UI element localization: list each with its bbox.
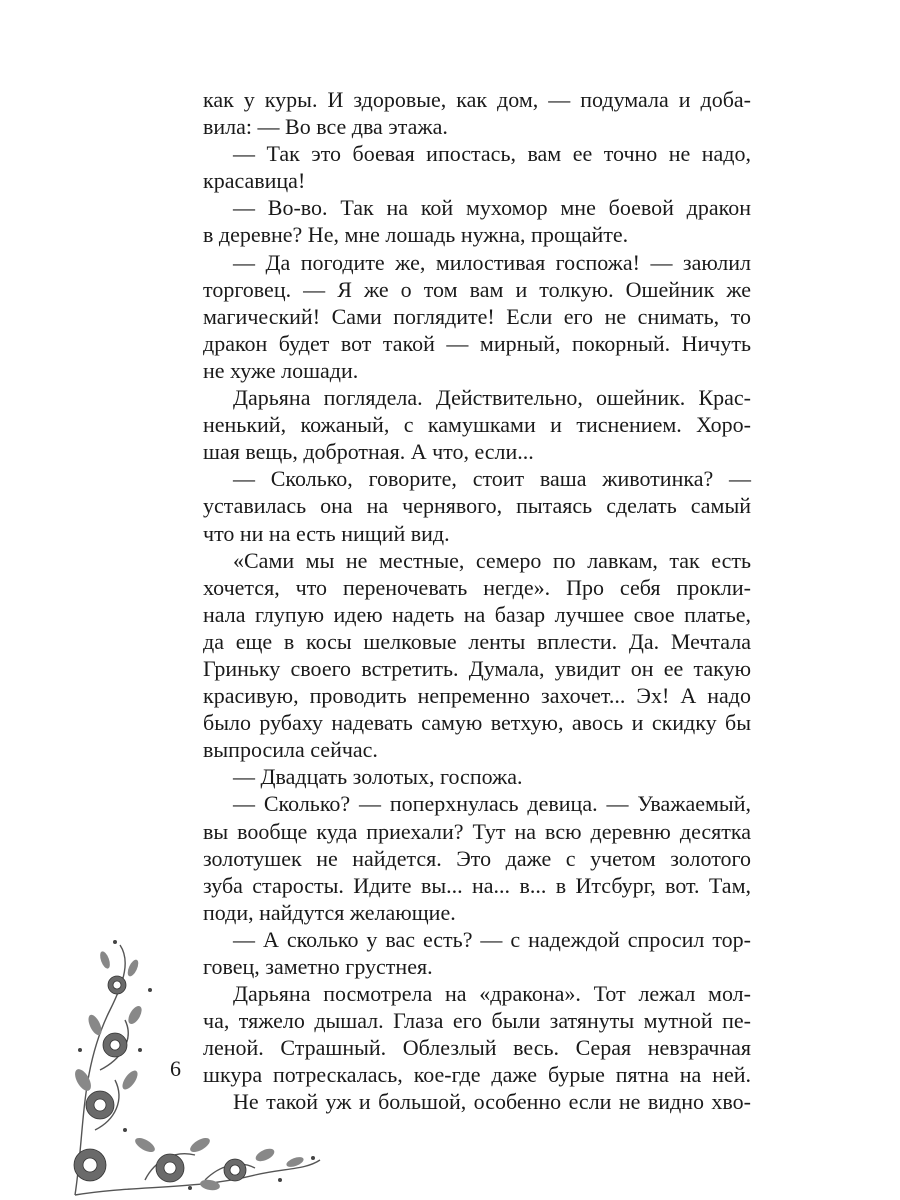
body-text bbox=[203, 86, 751, 1116]
text-line: шая вещь, добротная. А что, если... bbox=[203, 439, 534, 465]
text-line: да еще в косы шелковые ленты вплести. Да. Мечтала bbox=[203, 628, 751, 654]
text-line: — Двадцать золотых, госпожа. bbox=[233, 764, 523, 790]
text-line: шкура потрескалась, кое-где даже бурые пятна на ней. bbox=[203, 1062, 751, 1088]
text-line: — Сколько? — поперхнулась девица. — Уважаемый, bbox=[233, 791, 751, 817]
text-line: красивую, проводить непременно захочет... Эх! А надо bbox=[203, 683, 751, 709]
text-line: магический! Сами поглядите! Если его не снимать, то bbox=[203, 303, 751, 329]
text-line: дракон будет вот такой — мирный, покорный. Ничуть bbox=[203, 330, 751, 356]
text-line: — Так это боевая ипостась, вам ее точно не надо, bbox=[233, 141, 751, 167]
text-line: Не такой уж и большой, особенно если не видно хво- bbox=[233, 1089, 751, 1115]
text-line: леной. Страшный. Облезлый весь. Серая невзрачная bbox=[203, 1035, 751, 1061]
text-line: вила: — Во все два этажа. bbox=[203, 114, 448, 140]
page-number: 6 bbox=[170, 1056, 181, 1081]
text-line: что ни на есть нищий вид. bbox=[203, 520, 450, 546]
text-line: нала глупую идею надеть на базар лучшее свое платье, bbox=[203, 601, 751, 627]
text-line: ненький, кожаный, с камушками и тиснением. Хоро- bbox=[203, 412, 751, 438]
text-line: Дарьяна поглядела. Действительно, ошейник. Крас- bbox=[233, 385, 751, 411]
text-line: в деревне? Не, мне лошадь нужна, прощайте. bbox=[203, 222, 629, 248]
text-line: не хуже лошади. bbox=[203, 357, 359, 383]
text-line: поди, найдутся желающие. bbox=[203, 899, 456, 925]
text-line: ча, тяжело дышал. Глаза его были затянуты мутной пе- bbox=[203, 1008, 751, 1034]
text-line: — Во-во. Так на кой мухомор мне боевой дракон bbox=[233, 195, 751, 221]
text-line: уставилась она на чернявого, пытаясь сделать самый bbox=[203, 493, 751, 519]
text-line: говец, заметно грустнея. bbox=[203, 954, 433, 979]
text-line: торговец. — Я же о том вам и толкую. Ошейник же bbox=[203, 276, 751, 302]
text-line: выпросила сейчас. bbox=[203, 737, 378, 763]
text-line: — Сколько, говорите, стоит ваша животинка? — bbox=[233, 466, 751, 492]
text-line: золотушек не найдется. Это даже с учетом золотого bbox=[203, 845, 751, 871]
text-line: вы вообще куда приехали? Тут на всю деревню десятка bbox=[203, 818, 751, 844]
text-line: Дарьяна посмотрела на «дракона». Тот лежал мол- bbox=[233, 981, 751, 1007]
text-line: — Да погодите же, милостивая госпожа! — заюлил bbox=[233, 249, 751, 275]
text-line: Гриньку своего встретить. Думала, увидит он ее такую bbox=[203, 655, 751, 681]
text-line: зуба старосты. Идите вы... на... в... в Итсбург, вот. Там, bbox=[203, 872, 751, 898]
text-line: — А сколько у вас есть? — с надеждой спросил тор- bbox=[233, 926, 751, 952]
text-line: как у куры. И здоровые, как дом, — подумала и доба- bbox=[203, 87, 751, 112]
text-line: было рубаху надевать самую ветхую, авось и скидку бы bbox=[203, 710, 751, 736]
text-line: красавица! bbox=[203, 168, 306, 194]
text-line: хочется, что переночевать негде». Про себя прокли- bbox=[203, 574, 751, 600]
text-line: «Сами мы не местные, семеро по лавкам, так есть bbox=[233, 547, 751, 573]
